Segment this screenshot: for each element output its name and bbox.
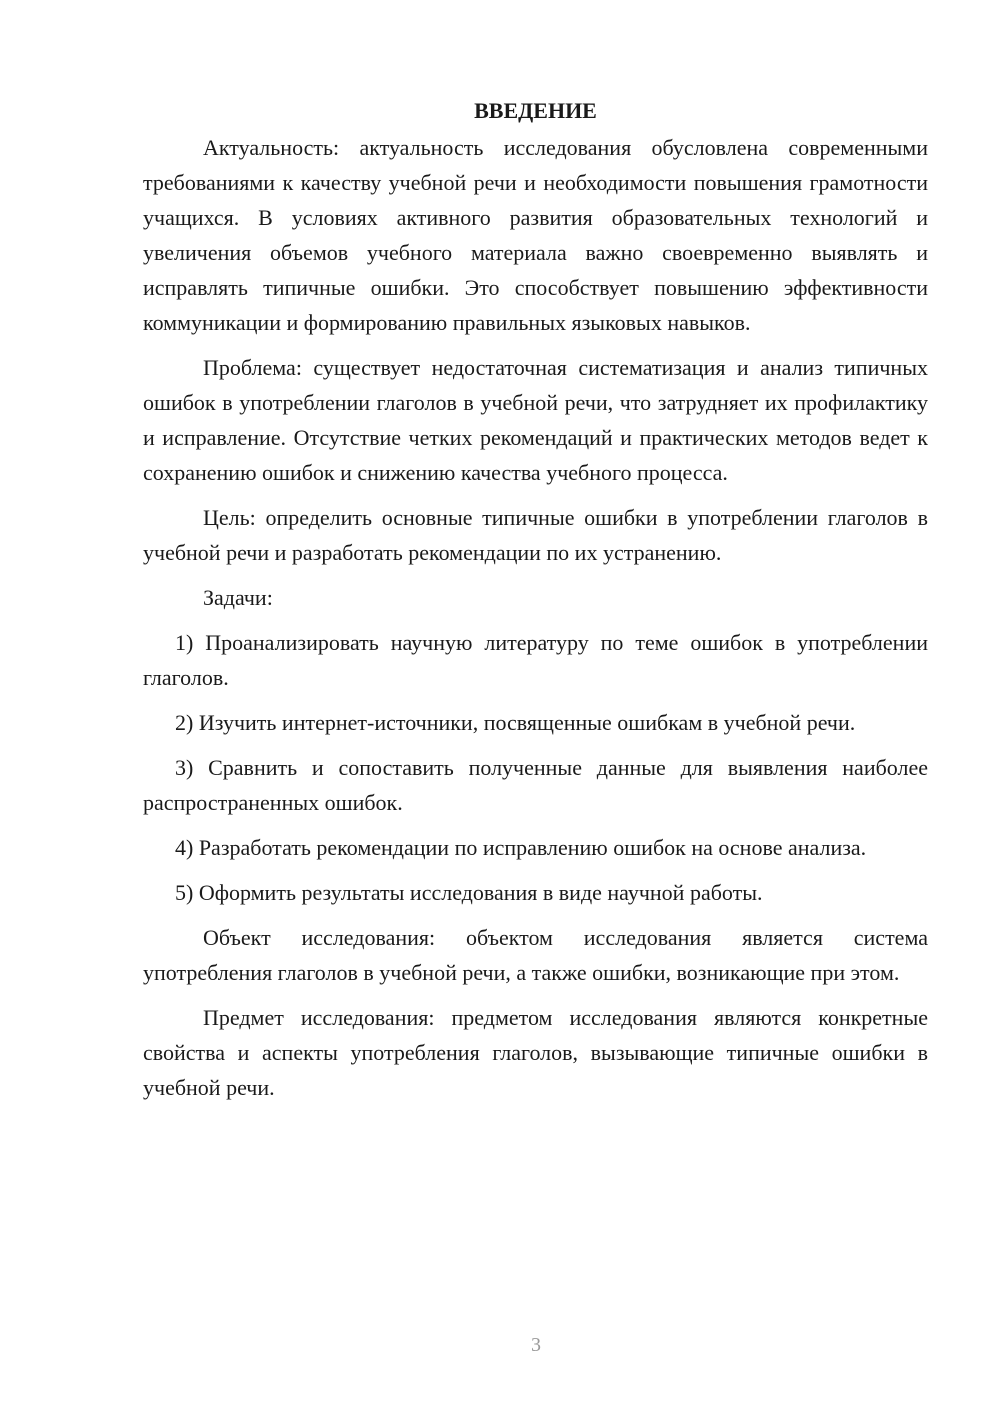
- section-title: ВВЕДЕНИЕ: [474, 98, 597, 123]
- goal-paragraph: Цель: определить основные типичные ошибки в употреблении глаголов в учебной речи и разработать рекомендации по их устранению.: [143, 505, 928, 565]
- task-item: 3) Сравнить и сопоставить полученные данные для выявления наиболее распространенных ошибок.: [143, 755, 928, 815]
- object-paragraph: Объект исследования: объектом исследования является система употребления глаголов в учебной речи, а также ошибки, возникающие при этом.: [143, 925, 928, 985]
- task-item: 2) Изучить интернет-источники, посвященные ошибкам в учебной речи.: [175, 710, 856, 735]
- task-item: 4) Разработать рекомендации по исправлению ошибок на основе анализа.: [175, 835, 867, 860]
- tasks-heading: Задачи:: [203, 585, 273, 610]
- task-item: 5) Оформить результаты исследования в виде научной работы.: [175, 880, 763, 905]
- relevance-paragraph: Актуальность: актуальность исследования обусловлена современными требованиями к качеству учебной речи и необходимости повышения грамотности учащихся. В условиях активного развития образовательных технологий и увеличения объемов учебного материала важно своевременно выявлять и исправлять типичные ошибки. Это способствует повышению эффективности коммуникации и формированию правильных языковых навыков.: [143, 135, 928, 335]
- task-item: 1) Проанализировать научную литературу по теме ошибок в употреблении глаголов.: [143, 630, 928, 690]
- page-body: [143, 94, 928, 1105]
- subject-paragraph: Предмет исследования: предметом исследования являются конкретные свойства и аспекты употребления глаголов, вызывающие типичные ошибки в учебной речи.: [143, 1005, 928, 1100]
- problem-paragraph: Проблема: существует недостаточная систематизация и анализ типичных ошибок в употреблении глаголов в учебной речи, что затрудняет их профилактику и исправление. Отсутствие четких рекомендаций и практических методов ведет к сохранению ошибок и снижению качества учебного процесса.: [143, 355, 928, 485]
- page-number: 3: [531, 1334, 541, 1356]
